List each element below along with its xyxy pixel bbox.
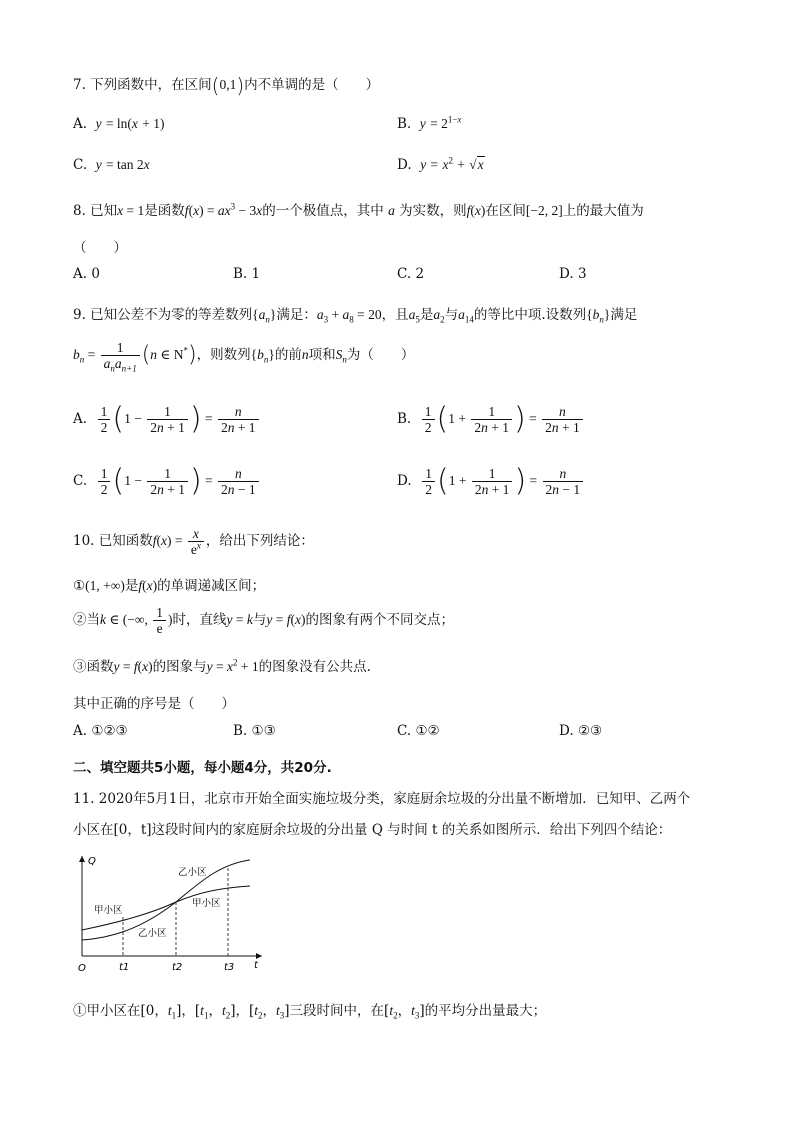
- label-yi-left: 乙小区: [138, 928, 167, 939]
- q8-option-c[interactable]: C. 2: [397, 266, 425, 282]
- tick-t1: t1: [119, 962, 130, 973]
- q11-line-1: 11. 2020年5月1日，北京市开始全面实施垃圾分类，家庭厨余垃圾的分出量不断增加．已知甲、乙两个: [73, 791, 691, 807]
- q10-question: 其中正确的序号是（ ）: [73, 696, 235, 712]
- q11-conclusion-1: ①甲小区在[0，$t_1$]，[$t_1$，$t_2$]，[$t_2$，$t_3$]三段时间中，在[$t_2$，$t_3$]的平均分出量最大；: [73, 1003, 547, 1021]
- q7-option-b[interactable]: B. $y = 2^{1-x}$: [397, 114, 462, 132]
- q11-figure: [70, 850, 270, 980]
- tick-t3: t3: [224, 962, 235, 973]
- section-2-title: 二、填空题共5小题，每小题4分，共20分.: [73, 760, 332, 776]
- q10-item-2: ②当k ∈ (−∞, $\frac{1}{e}$ )时，直线y = k与y = f(x)的图象有两个不同交点；: [73, 605, 454, 636]
- q9-option-c[interactable]: C. $\frac{1}{2}$ (1 − $\frac{1}{2n + 1}$ ) = $\frac{n}{2n - 1}$: [73, 466, 261, 497]
- q7-option-d[interactable]: D. $y = x^2 + √x$: [397, 155, 484, 173]
- axis-x-label: t: [254, 960, 258, 971]
- q9-stem: 9. 已知公差不为零的等差数列$\{a_n\}$满足：$a_3 + a_8 = 20$，且$a_5$是$a_2$与$a_{14}$的等比中项.设数列$\{b_n\}$满足: [73, 307, 638, 325]
- q7-option-c[interactable]: C. y = tan 2x: [73, 157, 150, 173]
- label-jia-right: 甲小区: [192, 898, 221, 909]
- q10-option-a[interactable]: A. ①②③: [73, 723, 128, 739]
- q8-stem: 8. 已知x = 1是函数$f(x) = ax^3 - 3x$的一个极值点，其中 a 为实数，则f(x)在区间[−2, 2]上的最大值为: [73, 201, 644, 219]
- q10-item-3: ③函数y = f(x)的图象与$y = x^2 + 1$的图象没有公共点.: [73, 657, 371, 675]
- q7-stem: 7. 下列函数中，在区间(0,1)内不单调的是（ ）: [73, 73, 380, 98]
- q7-option-a[interactable]: A. y = ln(x + 1): [73, 116, 165, 132]
- q9-stem-2: $b_n$ = $\frac{1}{a_na_{n+1}}$ (n ∈ N*)，则数列$\{b_n\}$的前n项和$S_n$为（ ）: [73, 340, 415, 374]
- q8-option-d[interactable]: D. 3: [559, 266, 587, 282]
- q9-option-b[interactable]: B. $\frac{1}{2}$ (1 + $\frac{1}{2n + 1}$ ) = $\frac{n}{2n + 1}$: [397, 404, 585, 435]
- label-yi-top: 乙小区: [178, 867, 207, 878]
- q9-option-a[interactable]: A. $\frac{1}{2}$ (1 − $\frac{1}{2n + 1}$ ) = $\frac{n}{2n + 1}$: [73, 404, 261, 435]
- label-jia-left: 甲小区: [94, 905, 123, 916]
- q10-stem: 10. 已知函数f(x) = $\frac{x}{e^x}$ ，给出下列结论：: [73, 526, 314, 557]
- axis-y-label: Q: [88, 856, 96, 867]
- q8-stem-tail: （ ）: [73, 240, 127, 256]
- q10-option-c[interactable]: C. ①②: [397, 723, 440, 739]
- q9-option-d[interactable]: D. $\frac{1}{2}$ (1 + $\frac{1}{2n + 1}$ ) = $\frac{n}{2n - 1}$: [397, 466, 585, 497]
- tick-t2: t2: [172, 962, 183, 973]
- q10-item-1: ①(1, +∞)是f(x)的单调递减区间；: [73, 578, 266, 594]
- q11-line-2: 小区在[0，t]这段时间内的家庭厨余垃圾的分出量 Q 与时间 t 的关系如图所示．给出下列四个结论：: [73, 822, 672, 838]
- q10-option-d[interactable]: D. ②③: [559, 723, 603, 739]
- origin-label: O: [78, 963, 86, 974]
- q8-option-a[interactable]: A. 0: [73, 266, 100, 282]
- q10-option-b[interactable]: B. ①③: [233, 723, 276, 739]
- q8-option-b[interactable]: B. 1: [233, 266, 261, 282]
